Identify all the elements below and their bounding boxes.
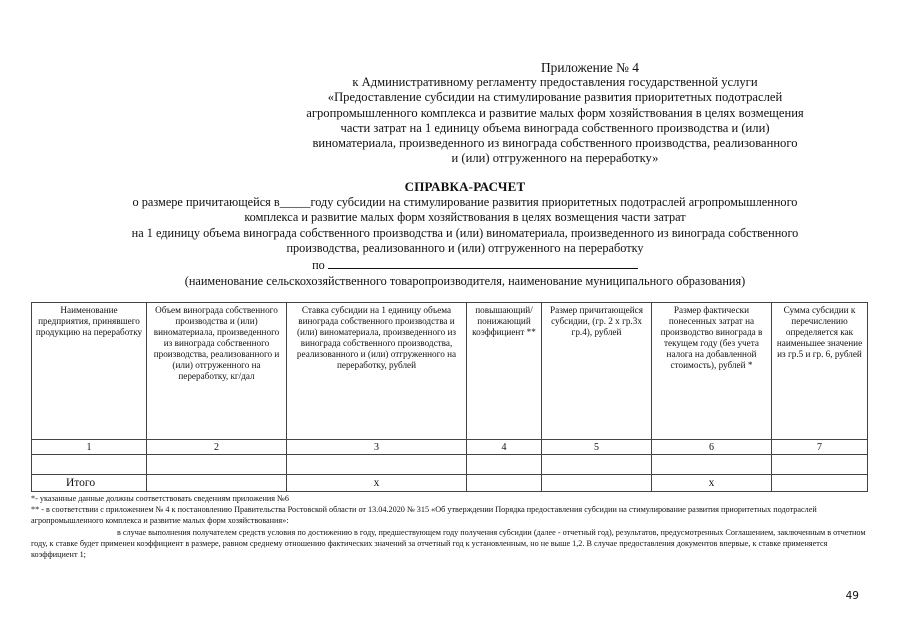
appendix-line: виноматериала, произведенного из винограда собственного производства, реализованного bbox=[312, 136, 798, 151]
header-cell: Размер фактически понесенных затрат на производство винограда в текущем году (без учета налога на добавленной стоимость), рублей * bbox=[652, 303, 772, 440]
header-cell: Сумма субсидии к перечислению определяется как наименьшее значение из гр.5 и гр. 6, рублей bbox=[772, 303, 868, 440]
total-label: Итого bbox=[32, 475, 147, 492]
header-cell: Объем винограда собственного производства и (или) виноматериала, произведенного из винограда собственного производства, реализованного и (или) отгруженного на переработку, кг/дал bbox=[147, 303, 287, 440]
spravka-line: производства, реализованного и (или) отгруженного на переработку bbox=[286, 241, 644, 256]
document-heading: СПРАВКА-РАСЧЕТ bbox=[404, 179, 526, 194]
table-row bbox=[32, 455, 868, 475]
column-number: 1 bbox=[32, 440, 147, 455]
column-number: 3 bbox=[287, 440, 467, 455]
name-blank-line bbox=[328, 257, 638, 269]
table-cell bbox=[652, 455, 772, 475]
table-cell bbox=[147, 475, 287, 492]
total-row bbox=[32, 475, 868, 492]
total-x-mark: x bbox=[652, 475, 772, 492]
appendix-line: к Административному регламенту предоставления государственной услуги bbox=[352, 75, 758, 90]
header-cell: Размер причитающейся субсидии, (гр. 2 х гр.3х гр.4), рублей bbox=[542, 303, 652, 440]
po-label: по bbox=[312, 257, 325, 272]
header-cell: Ставка субсидии на 1 единицу объема винограда собственного производства и (или) виноматериала, произведенного из винограда собственного производства, реализованного и (или) отгруженного на переработку, рублей bbox=[287, 303, 467, 440]
table-cell bbox=[772, 475, 868, 492]
spravka-line: о размере причитающейся в_____году субсидии на стимулирование развития приоритетных подотраслей агропромышленного bbox=[132, 194, 798, 209]
spravka-block bbox=[70, 179, 860, 289]
table-header-row bbox=[32, 303, 868, 440]
table-cell bbox=[467, 475, 542, 492]
column-number: 4 bbox=[467, 440, 542, 455]
po-line bbox=[70, 257, 860, 274]
footnotes bbox=[31, 493, 867, 560]
table-cell bbox=[32, 455, 147, 475]
spravka-line: на 1 единицу объема винограда собственного производства и (или) виноматериала, произведенного из винограда собственного bbox=[131, 225, 799, 240]
table-cell bbox=[772, 455, 868, 475]
column-number: 2 bbox=[147, 440, 287, 455]
column-number-row bbox=[32, 440, 868, 455]
appendix-line: агропромышленного комплекса и развитие малых форм хозяйствования в целях возмещения bbox=[306, 105, 804, 120]
table-cell bbox=[542, 455, 652, 475]
appendix-line: и (или) отгруженного на переработку» bbox=[451, 151, 659, 166]
spravka-line: комплекса и развитие малых форм хозяйствования в целях возмещения части затрат bbox=[244, 210, 686, 225]
appendix-title: Приложение № 4 bbox=[540, 60, 640, 75]
footnote-3: в случае выполнения получателем средств условия по достижению в году, предшествующем году получения субсидии (далее - отчетный год), результатов, предусмотренных Соглашением, заключенным в отчетном году, к ставке будет применен коэффициент в размере, равном среднему отношению фактических значений за отчетный год к установленным, но не выше 1,2. В случае предоставления документов впервые, к ставке применяется коэффициент 1; bbox=[31, 527, 866, 560]
po-caption: (наименование сельскохозяйственного товаропроизводителя, наименование муниципального образования) bbox=[184, 273, 746, 288]
footnote-2: ** - в соответствии с приложением № 4 к постановлению Правительства Ростовской области от 13.04.2020 № 315 «Об утверждении Порядка предоставления субсидии на стимулирование развития приоритетных подотраслей агропромышленного комплекса и развитие малых форм хозяйствования»: bbox=[31, 505, 817, 526]
table-cell bbox=[542, 475, 652, 492]
column-number: 7 bbox=[772, 440, 868, 455]
calculation-table bbox=[31, 302, 868, 492]
table-cell bbox=[287, 455, 467, 475]
table-cell bbox=[147, 455, 287, 475]
column-number: 5 bbox=[542, 440, 652, 455]
column-number: 6 bbox=[652, 440, 772, 455]
header-cell: Наименование предприятия, принявшего продукцию на переработку bbox=[32, 303, 147, 440]
appendix-block bbox=[250, 60, 860, 166]
appendix-line: части затрат на 1 единицу объема винограда собственного производства и (или) bbox=[340, 120, 770, 135]
appendix-line: «Предоставление субсидии на стимулирование развития приоритетных подотраслей bbox=[327, 90, 783, 105]
header-cell: повышающий/ понижающий коэффициент ** bbox=[467, 303, 542, 440]
total-x-mark: x bbox=[287, 475, 467, 492]
page-number: 49 bbox=[845, 590, 859, 602]
footnote-1: *- указанные данные должны соответствовать сведениям приложения №6 bbox=[31, 494, 289, 503]
table-cell bbox=[467, 455, 542, 475]
